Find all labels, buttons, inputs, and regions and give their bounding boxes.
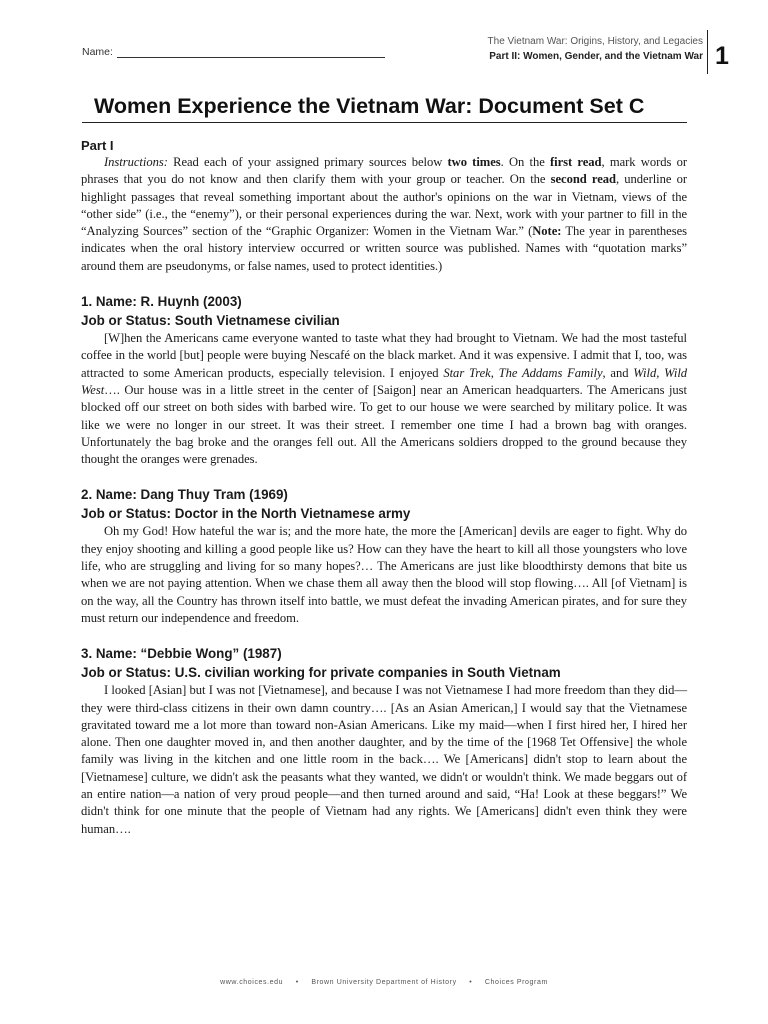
text-run: Wild, Wild West [81,365,688,397]
page-title: Women Experience the Vietnam War: Document Set C [94,94,645,118]
footer-site[interactable]: www.choices.edu [220,979,284,986]
text-run: first read [550,155,602,169]
text-run: , [490,365,499,380]
text-run: The Addams Family [498,365,603,380]
text-run: second read [550,172,616,187]
main-content [81,138,687,838]
text-run: Oh my God! How hateful the war is; and the more hate, the more the [American] devils are eager to fight. Why do they enjoy shooting and killing a good people like us? How can they have the heart to kill all those youngsters who love life, who are struggling and living for so many hopes?… The Americans are just like bloodthirsty demons that bite us when we are not paying attention. When we chase them all away then the blood will stop flowing…. All [of Vietnam] is on the way, all the Country has thrown itself into battle, we must defeat the invading American pirates, and for sure they must return our independence and freedom. [81,524,687,625]
name-label: Name: [82,46,113,58]
text-run: two times [447,155,501,169]
instructions-paragraph [81,154,687,275]
text-run: …. Our house was in a little street in the center of [Saigon] near an American headquarters. The Americans just blocked off our street on both sides with barbed wire. To get to our house we were searched by military police. It was like we were no longer in our street. It was their street. I remember one time I had a brown bag with oranges. Unfortunately the bag broke and the oranges fell out. All the Americans soldiers dropped to the ground because they thought the oranges were grenades. [81,382,687,467]
footer-department: Brown University Department of History [311,979,457,986]
text-run: The year in parentheses indicates when the oral history interview occurred or written source was published. Names with “quotation marks” around them are pseudonyms, or false names, used to protect identities.) [81,224,687,273]
document-text [81,330,687,468]
document-job: Job or Status: U.S. civilian working for private companies in South Vietnam [81,665,561,681]
part-title: Part II: Women, Gender, and the Vietnam War [489,51,703,62]
text-run: , mark words or phrases that you do not know and then clarify them with your group or teacher. On the [81,155,687,187]
document-text [81,523,687,627]
text-run: Note: [532,224,562,239]
text-run: , and [602,365,634,380]
document-text [81,682,687,838]
name-blank-line[interactable] [117,48,385,58]
text-run: [W]hen the Americans came everyone wanted to taste what they had brought to Vietnam. We had the most tasteful coffee in the world [but] people were buying Nescafé on the black market. And it was expensive. I admit that I, too, was attracted to some American products, especially television. I enjoyed [81,331,687,380]
footer-program: Choices Program [484,979,548,986]
text-run: Instructions: [104,155,168,169]
footer-separator: • [469,979,473,986]
document-job: Job or Status: Doctor in the North Vietnamese army [81,506,411,522]
document-name: 1. Name: R. Huynh (2003) [81,294,242,310]
series-title: The Vietnam War: Origins, History, and Legacies [487,36,703,47]
text-run: Star Trek [443,365,491,380]
text-run: . On the [500,155,551,169]
document-job: Job or Status: South Vietnamese civilian [81,313,340,329]
text-run: Read each of your assigned primary sources below [167,155,448,169]
document-1 [81,292,687,468]
text-run: , underline or highlight passages that reveal something important about the author's opinions on the war in Vietnam, views of the “other side” (i.e., the “enemy”), or their personal experiences during the war. Next, work with your partner to fill in the “Analyzing Sources” section of the “Graphic Organizer: Women in the Vietnam War.” ( [81,172,687,239]
document-2 [81,485,687,627]
name-field[interactable] [82,46,385,58]
footer-separator: • [295,979,299,986]
page-number: 1 [715,42,729,70]
document-3 [81,644,687,838]
part-heading: Part I [81,138,114,153]
text-run: I looked [Asian] but I was not [Vietnamese], and because I was not Vietnamese I had more freedom than they did—they were third-class citizens in their own damn country…. [As an Asian American,] I would say that the Vietnamese gravitated toward me a lot more than toward non-Asian Americans. Like my maid—when I first hired her, I hired her alone. Then one daughter moved in, and then another daughter, and by the time of the [1968 Tet Offensive] the whole family was living in the kitchen and one little room in the back…. We [Americans] didn't stop to learn about the [Vietnamese] culture, we didn't ask the peasants what they wanted, we didn't or wouldn't think. We made beggars out of an entire nation—a nation of very proud people—and then turned around and said, “Ha! Look at these beggars!” We didn't think for one minute that the people of Vietnam had any rights. We [Americans] didn't even think they were human…. [81,683,687,836]
document-name: 3. Name: “Debbie Wong” (1987) [81,646,282,662]
document-name: 2. Name: Dang Thuy Tram (1969) [81,487,288,503]
title-rule [82,122,687,123]
running-header [488,34,703,64]
header-divider [707,30,708,74]
footer [0,979,768,986]
